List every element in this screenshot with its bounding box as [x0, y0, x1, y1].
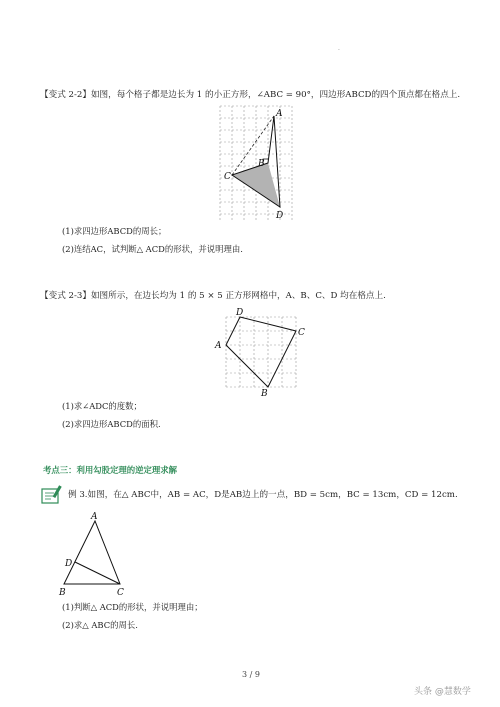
label-d-3: D — [65, 559, 73, 569]
problem-2-3-q2: (2)求四边形ABCD的面积. — [62, 419, 161, 429]
problem-2-2-q2: (2)连结AC，试判断△ ACD的形状，并说明理由. — [62, 244, 243, 254]
example-3-q1: (1)判断△ ACD的形状，并说明理由； — [62, 602, 203, 612]
figure-2-2 — [218, 104, 298, 224]
problem-2-3-q1: (1)求∠ADC的度数； — [62, 401, 142, 411]
top-dot: · — [338, 47, 340, 54]
example-3-statement: 例 3.如图，在△ ABC中，AB = AC，D是AB边上的一点，BD = 5cm，BC = 13cm，CD = 12cm. — [68, 490, 458, 500]
label-c: C — [224, 172, 231, 182]
grid-2-2 — [220, 106, 292, 221]
figure-example-3 — [52, 508, 132, 598]
example-3-q2: (2)求△ ABC的周长. — [62, 620, 138, 630]
watermark: 头条 @慧数学 — [414, 687, 471, 697]
problem-2-2-statement: 【变式 2-2】如图，每个格子都是边长为 1 的小正方形，∠ABC = 90°，四边形ABCD的四个顶点都在格点上. — [40, 90, 461, 100]
segment-cd — [75, 562, 120, 584]
problem-2-3-statement: 【变式 2-3】如图所示，在边长均为 1 的 5 × 5 正方形网格中，A、B、C、D 均在格点上. — [40, 291, 386, 301]
label-b: B — [258, 159, 265, 169]
label-d: D — [276, 211, 284, 221]
notebook-pencil-icon — [40, 485, 64, 505]
label-a-3: A — [91, 512, 98, 522]
shaded-triangle-acd — [232, 163, 280, 207]
label-c-3: C — [117, 588, 124, 598]
label-b-2: B — [261, 389, 268, 396]
label-a: A — [276, 109, 283, 119]
triangle-abc — [64, 521, 120, 584]
label-b-3: B — [59, 588, 66, 598]
figure-2-3 — [213, 306, 305, 396]
problem-2-2-q1: (1)求四边形ABCD的周长； — [62, 226, 167, 236]
label-c-2: C — [298, 328, 305, 338]
label-a-2: A — [215, 341, 222, 351]
quadrilateral-abcd-2 — [226, 317, 296, 387]
page-number: 3 / 9 — [242, 670, 260, 679]
label-d-2: D — [236, 308, 244, 318]
section-3-title: 考点三：利用勾股定理的逆定理求解 — [43, 465, 177, 475]
